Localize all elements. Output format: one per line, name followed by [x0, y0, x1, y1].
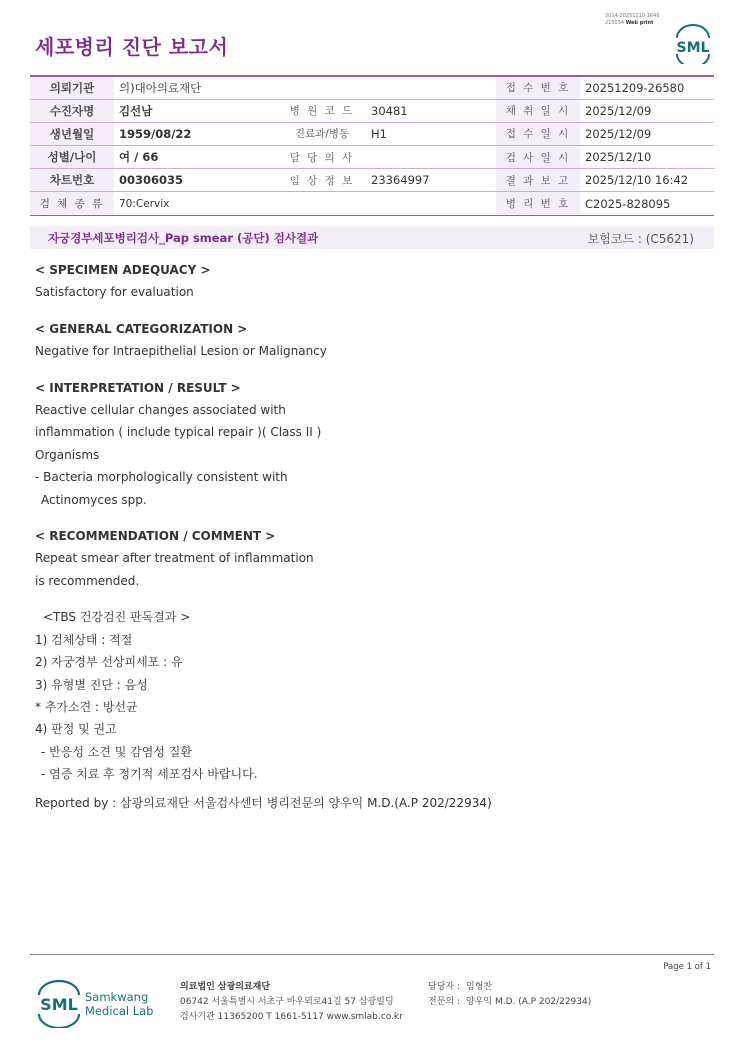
value-patient-name: 김선남 [114, 99, 278, 122]
print-id [605, 13, 660, 27]
org-address: 06742 서울특별시 서초구 바우뫼로41길 57 삼광빌딩 [180, 997, 394, 1007]
pathologist-label: 전문의 : [428, 997, 460, 1007]
exam-title-bar [30, 226, 714, 249]
tbs-line: 4) 판정 및 권고 [35, 722, 117, 737]
print-id-label: Web print [625, 20, 654, 26]
report-body [35, 259, 675, 814]
text-categorization: Negative for Intraepithelial Lesion or Malignancy [35, 344, 327, 359]
text-recommendation-line: Repeat smear after treatment of inflammation [35, 551, 314, 566]
tbs-line: 1) 검체상태 : 적절 [35, 632, 133, 647]
text-interpretation-line: - Bacteria morphologically consistent with [35, 470, 288, 485]
label-sex-age: 성별/나이 [30, 146, 114, 169]
tbs-title: <TBS 건강검진 판독결과 > [43, 610, 191, 625]
label-specimen-type: 검 체 종 류 [30, 192, 114, 215]
value-requesting-org: 의)대아의료재단 [114, 76, 496, 99]
footer-divider [30, 954, 714, 955]
value-accession-no: 20251209-26580 [580, 76, 714, 99]
info-row [30, 122, 714, 145]
value-receipt-date: 2025/12/09 [580, 122, 714, 145]
value-chart-no: 00306035 [114, 169, 278, 192]
value-report-date: 2025/12/10 16:42 [580, 169, 714, 192]
label-pathology-no: 병 리 번 호 [496, 192, 580, 215]
print-id-line1: 3014-20251210-1646 [605, 13, 660, 19]
value-exam-date: 2025/12/10 [580, 146, 714, 169]
value-physician [366, 146, 496, 169]
print-id-code: 210034 [605, 20, 625, 26]
label-report-date: 결 과 보 고 [496, 169, 580, 192]
value-clinical-info: 23364997 [366, 169, 496, 192]
text-recommendation-line: is recommended. [35, 573, 140, 588]
section-heading-adequacy: < SPECIMEN ADEQUACY > [35, 263, 211, 277]
text-interpretation-line: Organisms [35, 447, 100, 462]
section-heading-recommendation: < RECOMMENDATION / COMMENT > [35, 529, 276, 544]
text-interpretation-line: Reactive cellular changes associated with [35, 403, 286, 418]
reported-by: Reported by : 삼광의료재단 서울검사센터 병리전문의 양우익 M.D.(A.P 202/22934) [35, 795, 492, 810]
org-name: 의료법인 삼광의료재단 [180, 982, 271, 992]
value-hospital-code: 30481 [366, 99, 496, 122]
tbs-line: - 염증 치료 후 정기적 세포검사 바랍니다. [41, 767, 258, 782]
footer-organization [180, 980, 403, 1025]
section-heading-categorization: < GENERAL CATEGORIZATION > [35, 321, 248, 336]
footer-logo-name1: Samkwang [85, 990, 149, 1004]
insurance-code: 보험코드 : (C5621) [587, 232, 694, 246]
value-department: H1 [366, 122, 496, 145]
section-heading-interpretation: < INTERPRETATION / RESULT > [35, 380, 241, 395]
label-clinical-info: 임 상 정 보 [278, 169, 366, 192]
value-sex-age: 여 / 66 [114, 146, 278, 169]
sml-logo-text: SML [676, 40, 710, 56]
value-specimen-type: 70:Cervix [114, 192, 496, 215]
label-receipt-date: 접 수 일 시 [496, 122, 580, 145]
label-accession-no: 접 수 번 호 [496, 76, 580, 99]
tbs-line: * 추가소견 : 방선균 [35, 699, 138, 714]
label-patient-name: 수진자명 [30, 99, 114, 122]
sml-logo [671, 24, 715, 64]
text-interpretation-line: inflammation ( include typical repair )( Class II ) [35, 425, 322, 440]
staff-value: 임형찬 [466, 982, 493, 992]
info-row [30, 146, 714, 169]
label-birth-date: 생년월일 [30, 122, 114, 145]
tbs-line: 2) 자궁경부 선상피세포 : 유 [35, 655, 183, 670]
label-requesting-org: 의뢰기관 [30, 76, 114, 99]
text-interpretation-line: Actinomyces spp. [41, 492, 147, 507]
label-collection-date: 채 취 일 시 [496, 99, 580, 122]
info-row [30, 76, 714, 99]
page-title: 세포병리 진단 보고서 [35, 35, 229, 59]
pathologist-value: 양우익 M.D. (A.P 202/22934) [466, 997, 592, 1007]
value-collection-date: 2025/12/09 [580, 99, 714, 122]
info-row [30, 192, 714, 215]
footer-logo-name2: Medical Lab [85, 1004, 154, 1018]
info-row [30, 99, 714, 122]
info-row [30, 169, 714, 192]
staff-label: 담당자 : [428, 982, 460, 992]
footer-logo-mark: SML [40, 995, 78, 1014]
samkwang-logo [35, 978, 165, 1028]
label-exam-date: 검 사 일 시 [496, 146, 580, 169]
label-chart-no: 차트번호 [30, 169, 114, 192]
org-contact: 검사기관 11365200 T 1661-5117 www.smlab.co.kr [180, 1012, 403, 1022]
text-adequacy: Satisfactory for evaluation [35, 285, 194, 300]
value-birth-date: 1959/08/22 [114, 122, 278, 145]
label-hospital-code: 병 원 코 드 [278, 99, 366, 122]
footer-staff [428, 980, 591, 1010]
tbs-line: 3) 유형별 진단 : 음성 [35, 677, 148, 692]
page-number: Page 1 of 1 [663, 962, 711, 972]
label-physician: 담 당 의 사 [278, 146, 366, 169]
exam-name: 자궁경부세포병리검사_Pap smear (공단) 검사결과 [48, 231, 319, 245]
tbs-line: - 반응성 소견 및 감염성 질환 [41, 744, 192, 759]
patient-info-table [30, 75, 714, 216]
label-department: 진료과/병동 [278, 122, 366, 145]
value-pathology-no: C2025-828095 [580, 192, 714, 215]
